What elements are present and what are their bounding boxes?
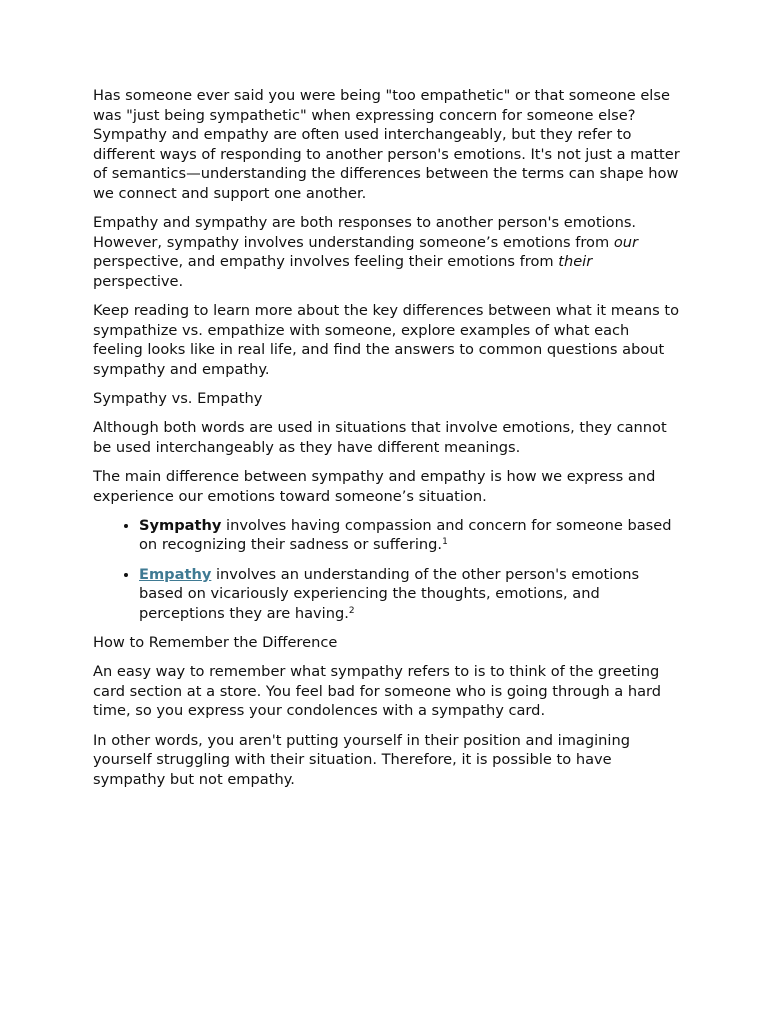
- definition-empathy: involves an understanding of the other person's emotions based on vicariously experiencing the thoughts, emotions, and perceptions they are having.: [139, 565, 640, 622]
- intro-p2-text-b: perspective, and empathy involves feeling their emotions from: [93, 253, 559, 271]
- intro-paragraph-1: Has someone ever said you were being "too empathetic" or that someone else was "just being sympathetic" when expressing concern for someone else? Sympathy and empathy are often used interchangeably, but they refer to different ways of responding to another person's emotions. It's not just a matter of semantics—understanding the differences between the terms can shape how we connect and support one another.: [93, 87, 680, 202]
- intro-p2-text-c: perspective.: [93, 272, 184, 290]
- intro-p2-emphasis-our: our: [613, 233, 639, 251]
- section-heading-remember-difference: How to Remember the Difference: [93, 634, 338, 651]
- list-item-empathy: [139, 565, 683, 624]
- section-heading-sympathy-vs-empathy: Sympathy vs. Empathy: [93, 390, 263, 408]
- empathy-link[interactable]: Empathy: [139, 565, 212, 583]
- section2-paragraph-1: An easy way to remember what sympathy refers to is to think of the greeting card section at a store. You feel bad for someone who is going through a hard time, so you express your condolences with a sympathy card.: [93, 663, 662, 720]
- intro-paragraph-2: [93, 213, 683, 291]
- footnote-ref-2[interactable]: 2: [348, 605, 355, 616]
- section1-paragraph-1: Although both words are used in situations that involve emotions, they cannot be used interchangeably as they have different meanings.: [93, 419, 667, 456]
- intro-paragraph-3: Keep reading to learn more about the key differences between what it means to sympathize vs. empathize with someone, explore examples of what each feeling looks like in real life, and find the answers to common questions about sympathy and empathy.: [93, 302, 680, 378]
- list-item-sympathy: [139, 516, 683, 555]
- section2-paragraph-2: In other words, you aren't putting yourself in their position and imagining yourself struggling with their situation. Therefore, it is possible to have sympathy but not empathy.: [93, 731, 631, 788]
- intro-p2-emphasis-their: their: [558, 253, 593, 271]
- section1-paragraph-2: The main difference between sympathy and empathy is how we express and experience our emotions toward someone’s situation.: [93, 468, 656, 505]
- definition-sympathy: involves having compassion and concern for someone based on recognizing their sadness or suffering.: [139, 516, 672, 554]
- footnote-ref-1[interactable]: 1: [442, 537, 448, 548]
- definition-list: [93, 516, 683, 624]
- document-body: [93, 86, 683, 799]
- term-sympathy: Sympathy: [139, 516, 222, 534]
- intro-p2-text-a: Empathy and sympathy are both responses to another person's emotions. However, sympathy involves understanding someone’s emotions from: [93, 214, 637, 251]
